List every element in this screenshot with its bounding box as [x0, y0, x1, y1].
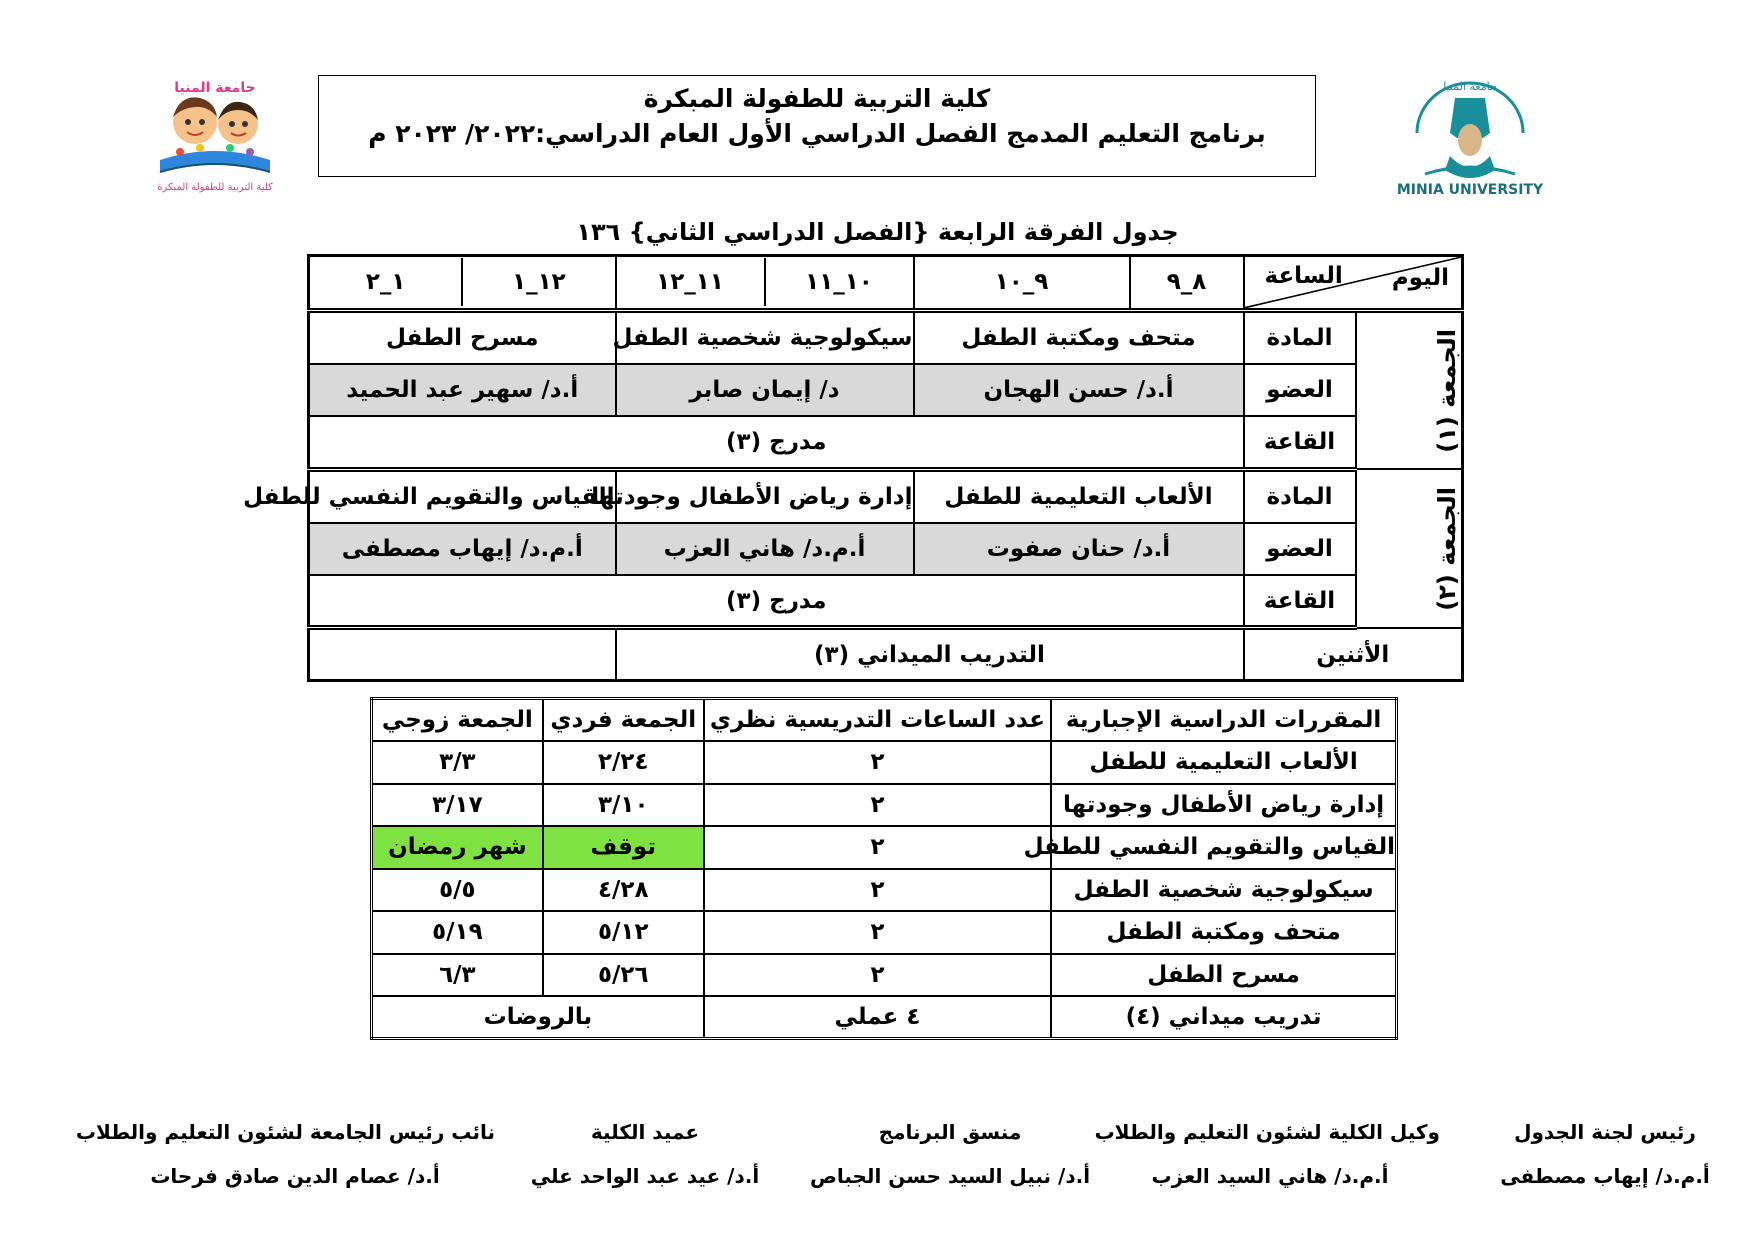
signature-block	[1094, 1120, 1440, 1188]
header-even-friday: الجمعة زوجي	[372, 699, 543, 742]
signature-title: نائب رئيس الجامعة لشئون التعليم والطلاب	[75, 1120, 495, 1144]
member-cell: د/ إيمان صابر	[616, 364, 914, 417]
course-name: الألعاب التعليمية للطفل	[1051, 741, 1396, 784]
course-row	[372, 826, 1397, 869]
corner-day-label: اليوم	[1391, 265, 1449, 291]
subject-cell: سيكولوجية شخصية الطفل	[616, 310, 914, 364]
signature-title: منسق البرنامج	[878, 1120, 1022, 1144]
course-hours: ٢	[704, 869, 1051, 912]
time-slot: ٩_١٠	[914, 256, 1130, 311]
course-hours: ٢	[704, 826, 1051, 869]
early-childhood-faculty-logo	[140, 72, 290, 197]
signature-name: أ.م.د/ إيهاب مصطفى	[1500, 1164, 1710, 1188]
course-row	[372, 741, 1397, 784]
header-odd-friday: الجمعة فردي	[543, 699, 704, 742]
row-label-subject: المادة	[1244, 469, 1356, 523]
college-name: كلية التربية للطفولة المبكرة	[643, 84, 991, 113]
right-logo-arc-text: جامعة المنيا	[1443, 80, 1497, 93]
training-name: تدريب ميداني (٤)	[1051, 996, 1396, 1039]
course-odd-date: ٥/٢٦	[543, 954, 704, 997]
left-logo-title: جامعة المنيا	[174, 80, 256, 96]
course-row	[372, 869, 1397, 912]
row-label-member: العضو	[1244, 523, 1356, 576]
signature-title: وكيل الكلية لشئون التعليم والطلاب	[1094, 1120, 1440, 1144]
schedule-table	[243, 254, 1464, 682]
course-row	[372, 784, 1397, 827]
signature-name: أ.د/ عيد عبد الواحد علي	[530, 1164, 760, 1188]
minia-university-logo	[1395, 78, 1545, 198]
right-logo-text: MINIA UNIVERSITY	[1396, 182, 1544, 198]
course-odd-date: ٢/٢٤	[543, 741, 704, 784]
course-name: متحف ومكتبة الطفل	[1051, 911, 1396, 954]
course-row	[372, 911, 1397, 954]
time-header-row	[309, 256, 1463, 311]
course-odd-date: ٥/١٢	[543, 911, 704, 954]
header-hours: عدد الساعات التدريسية نظري	[704, 699, 1051, 742]
day1-hall-row	[309, 416, 1463, 469]
day2-label: الجمعة (٢)	[1433, 486, 1461, 611]
training-place: بالروضات	[372, 996, 704, 1039]
time-slot: ١١_١٢	[656, 269, 724, 296]
signature-block	[1485, 1120, 1725, 1188]
day2-subject-row	[309, 469, 1463, 523]
signature-title: رئيس لجنة الجدول	[1514, 1120, 1696, 1144]
member-cell: أ.د/ حسن الهجان	[914, 364, 1244, 417]
courses-header-row	[372, 699, 1397, 742]
subject-cell: إدارة رياض الأطفال وجودتها	[616, 469, 914, 523]
schedule-title: جدول الفرقة الرابعة {الفصل الدراسي الثاني} ١٣٦	[576, 218, 1179, 246]
corner-time-label: الساعة	[1264, 263, 1343, 289]
header-courses: المقررات الدراسية الإجبارية	[1051, 699, 1396, 742]
course-even-date: ٣/١٧	[372, 784, 543, 827]
day2-hall-row	[309, 575, 1463, 628]
course-name: مسرح الطفل	[1051, 954, 1396, 997]
header-box	[318, 75, 1316, 177]
training-row	[372, 996, 1397, 1039]
time-slot-pair	[309, 256, 616, 311]
course-hours: ٢	[704, 784, 1051, 827]
member-cell: أ.د/ سهير عبد الحميد	[309, 364, 616, 417]
left-logo-subtitle: كلية التربية للطفولة المبكرة	[157, 182, 273, 193]
hall-cell: مدرج (٣)	[309, 416, 1244, 469]
time-slot: ١٠_١١	[764, 258, 913, 306]
member-cell: أ.م.د/ إيهاب مصطفى	[309, 523, 616, 576]
program-title: برنامج التعليم المدمج الفصل الدراسي الأول العام الدراسي:٢٠٢٢/ ٢٠٢٣ م	[368, 119, 1266, 148]
course-odd-date: ٣/١٠	[543, 784, 704, 827]
training-cell: التدريب الميداني (٣)	[616, 628, 1244, 681]
signature-block	[800, 1120, 1100, 1188]
time-slot: ١٢_١	[461, 258, 614, 306]
signature-name: أ.د/ عصام الدين صادق فرحات	[150, 1164, 440, 1188]
subject-cell: متحف ومكتبة الطفل	[914, 310, 1244, 364]
member-cell: أ.د/ حنان صفوت	[914, 523, 1244, 576]
day2-member-row	[309, 523, 1463, 576]
course-row	[372, 954, 1397, 997]
row-label-member: العضو	[1244, 364, 1356, 417]
course-odd-date: ٤/٢٨	[543, 869, 704, 912]
course-odd-status: توقف	[543, 826, 704, 869]
row-label-hall: القاعة	[1244, 416, 1356, 469]
day-time-corner	[1244, 256, 1463, 311]
course-hours: ٢	[704, 954, 1051, 997]
signature-title: عميد الكلية	[590, 1120, 700, 1144]
course-hours: ٢	[704, 741, 1051, 784]
courses-table	[370, 697, 1398, 1040]
course-even-date: ٥/٥	[372, 869, 543, 912]
row-label-subject: المادة	[1244, 310, 1356, 364]
monday-row	[309, 628, 1463, 681]
subject-cell: مسرح الطفل	[309, 310, 616, 364]
course-even-date: ٣/٣	[372, 741, 543, 784]
course-even-date: ٦/٣	[372, 954, 543, 997]
time-slot: ٨_٩	[1130, 256, 1244, 311]
training-hours: ٤ عملي	[704, 996, 1051, 1039]
signature-block	[75, 1120, 495, 1188]
monday-label: الأثنين	[1244, 628, 1463, 681]
course-name: إدارة رياض الأطفال وجودتها	[1051, 784, 1396, 827]
row-label-hall: القاعة	[1244, 575, 1356, 628]
hall-cell: مدرج (٣)	[309, 575, 1244, 628]
time-slot-pair	[616, 256, 914, 311]
signature-block	[510, 1120, 780, 1188]
signature-name: أ.م.د/ هاني السيد العزب	[1151, 1164, 1389, 1188]
subject-cell: القياس والتقويم النفسي للطفل	[309, 469, 616, 523]
member-cell: أ.م.د/ هاني العزب	[616, 523, 914, 576]
day1-subject-row	[309, 310, 1463, 364]
course-even-status: شهر رمضان	[372, 826, 543, 869]
day1-label-cell	[1356, 310, 1463, 469]
course-even-date: ٥/١٩	[372, 911, 543, 954]
day1-label: الجمعة (١)	[1433, 328, 1461, 453]
day1-member-row	[309, 364, 1463, 417]
empty-cell	[309, 628, 616, 681]
signature-name: أ.د/ نبيل السيد حسن الجباص	[809, 1164, 1091, 1188]
day2-label-cell	[1356, 469, 1463, 628]
time-slot: ١_٢	[365, 269, 406, 296]
course-name: سيكولوجية شخصية الطفل	[1051, 869, 1396, 912]
course-name: القياس والتقويم النفسي للطفل	[1051, 826, 1396, 869]
subject-cell: الألعاب التعليمية للطفل	[914, 469, 1244, 523]
course-hours: ٢	[704, 911, 1051, 954]
